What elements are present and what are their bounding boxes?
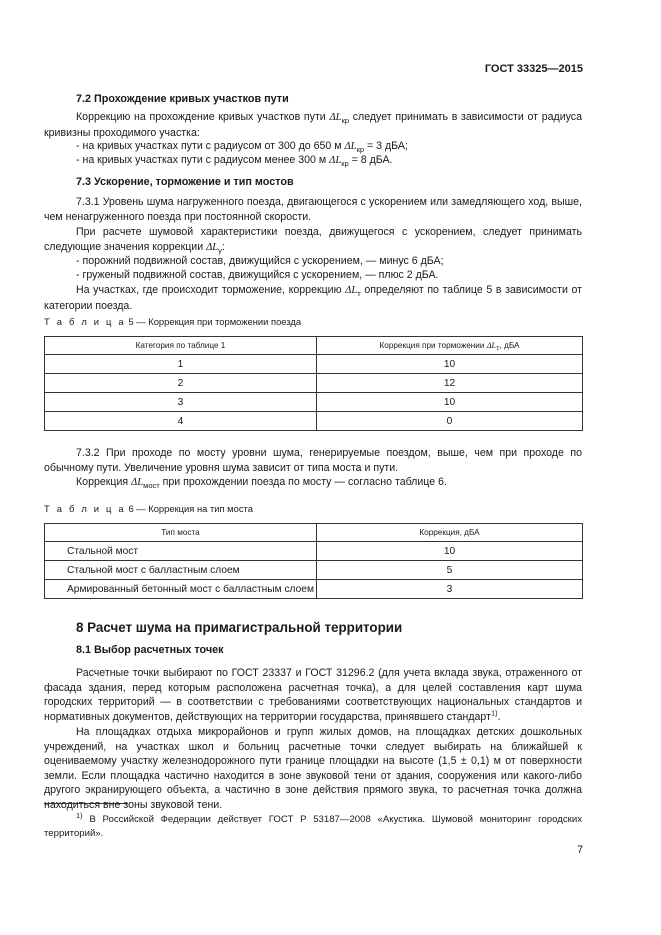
table-row: 2 12 (45, 374, 583, 393)
list-item: - на кривых участках пути с радиусом менее 300 м $\Delta L_{кр} = 8$ дБА. (76, 154, 393, 169)
table-6-caption: Т а б л и ц а 6 — Коррекция на тип моста (44, 503, 253, 514)
acceleration-paragraph: При расчете шумовой характеристики поезда, движущегося с ускорением, следует принимать следующие значения коррекции $\Delta L_y$: (44, 226, 582, 255)
table-5-caption: Т а б л и ц а 5 — Коррекция при торможении поезда (44, 316, 302, 327)
section-8-1-paragraph-2: На площадках отдыха микрорайонов и групп жилых домов, на площадках детских дошкольных учреждений, на участках школ и больниц расчетные точки следует выбирать на ближайшей к оцениваемому участку железнодорожного пути границе площадки на высоте (1,5 ± 0,1) м от поверхности земли. Если площадка частично находится в зоне звуковой тени от здания, сооружения или какого-либо другого экранирующего объекта, а частично в зоне действия прямого звука, то расчетная точка должна находиться вне зоны звуковой тени. (44, 726, 582, 811)
document-code: ГОСТ 33325—2015 (484, 63, 583, 75)
list-item: - груженый подвижной состав, движущийся с ускорением, — плюс 2 дБА. (76, 269, 439, 281)
list-item: - порожний подвижной состав, движущийся с ускорением, — минус 6 дБА; (76, 255, 444, 267)
table-row: 4 0 (45, 412, 583, 431)
footnote-separator (44, 803, 128, 804)
list-item: - на кривых участках пути с радиусом от 300 до 650 м $\Delta L_{кр} = 3$ дБА; (76, 140, 408, 155)
table-6 (44, 523, 583, 599)
table-row: Стальной мост с балластным слоем 5 (45, 561, 583, 580)
section-7-3-2-paragraph: 7.3.2 При проходе по мосту уровни шума, генерируемые поездом, выше, чем при проходе по обычному пути. Увеличение уровня шума зависит от типа моста и пути. (44, 447, 582, 474)
table-row: 1 10 (45, 355, 583, 374)
table-header: Коррекция, дБА (317, 524, 583, 542)
table-header: Коррекция при торможении $\Delta L_т$, дБА (317, 337, 583, 355)
page-number: 7 (577, 844, 583, 856)
footnote: $^{1)}$ В Российской Федерации действует ГОСТ Р 53187—2008 «Акустика. Шумовой мониторинг городских территорий». (44, 810, 582, 839)
table-header: Тип моста (45, 524, 317, 542)
table-5 (44, 336, 583, 431)
table-header: Категория по таблице 1 (45, 337, 317, 355)
section-7-3-heading: 7.3 Ускорение, торможение и тип мостов (76, 176, 294, 188)
section-8-1-heading: 8.1 Выбор расчетных точек (76, 644, 224, 656)
section-8-heading: 8 Расчет шума на примагистральной территории (76, 620, 403, 635)
table-row: 3 10 (45, 393, 583, 412)
table-row: Стальной мост 10 (45, 542, 583, 561)
section-7-2-paragraph: Коррекцию на прохождение кривых участков пути $\Delta L_{кр}$ следует принимать в зависимости от радиуса кривизны проходимого участка: (44, 111, 582, 139)
braking-paragraph: На участках, где происходит торможение, коррекцию $\Delta L_т$ определяют по таблице 5 в зависимости от категории поезда. (44, 284, 582, 312)
section-8-1-paragraph-1: Расчетные точки выбирают по ГОСТ 23337 и ГОСТ 31296.2 (для учета вклада звука, отраженного от фасада здания, перед которым расположена расчетная точка), а для целей составления карт шума городских территорий — в соответствии с требованиями соответствующих национальных стандартов и нормативных документов, действующих на территории государства, принявшего стандарт$^{1)}$. (44, 667, 582, 723)
table-row: Армированный бетонный мост с балластным слоем 3 (45, 580, 583, 599)
section-7-3-1-paragraph: 7.3.1 Уровень шума нагруженного поезда, двигающегося с ускорением или замедляющего ход, выше, чем ненагруженного поезда при постоянной скорости. (44, 196, 582, 223)
bridge-correction-paragraph: Коррекция $\Delta L_{мост}$ при прохождении поезда по мосту — согласно таблице 6. (76, 476, 447, 491)
section-7-2-heading: 7.2 Прохождение кривых участков пути (76, 93, 289, 105)
